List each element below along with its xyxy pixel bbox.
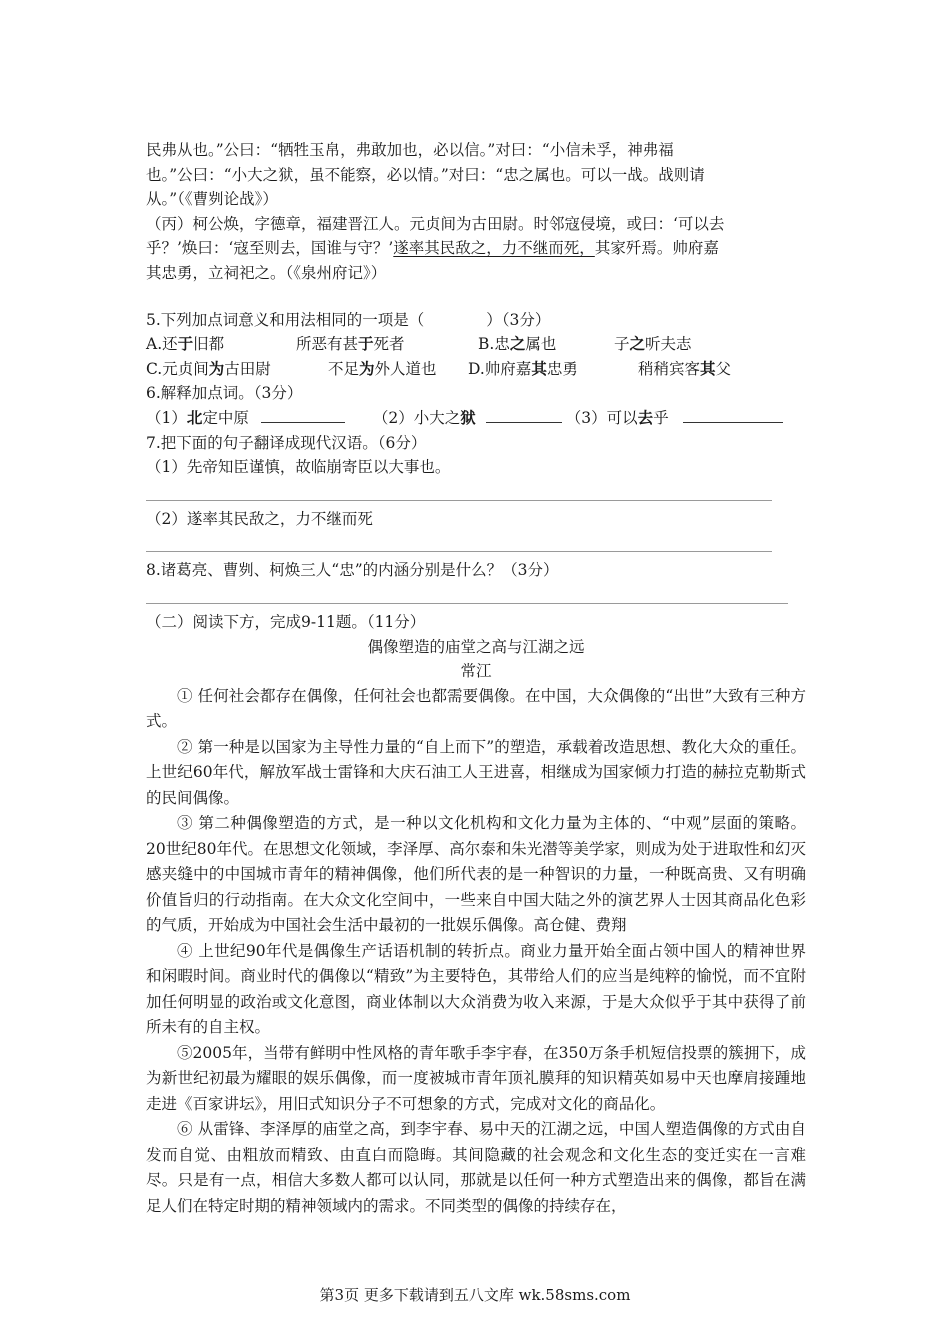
dotted-word: 为 [208,358,225,378]
text: 旧都 [193,335,225,354]
page-footer: 第3页 更多下载请到五八文库 wk.58sms.com [319,1286,631,1304]
answer-line-3[interactable] [146,583,788,604]
option-a-2 [296,332,478,357]
article-title: 偶像塑造的庙堂之高与江湖之远 [367,637,585,656]
passage-line [146,236,806,261]
article-paragraph: ④ 上世纪90年代是偶像生产话语机制的转折点。商业力量开始全面占领中国人的精神世界和闲暇时间。商业时代的偶像以“精致”为主要特色，其带给人们的应当是纯粹的愉悦，而不宜附加任何明显的政治或文化意图，商业体制以大众消费为收入来源，于是大众似乎于其中获得了前所未有的自主权。 [146,941,806,1037]
passage-line: 也。”公曰：“小大之狱，虽不能察，必以情。”对曰：“忠之属也。可以一战。战则请 [146,165,705,184]
dotted-word: 为 [359,358,375,378]
passage-line: 民弗从也。”公曰：“牺牲玉帛，弗敢加也，必以信。”对曰：“小信未孚，神弗福 [146,141,674,159]
text: 不足 [328,359,360,378]
text: （3）可以 [565,408,638,427]
text: 古田尉 [224,359,271,378]
article-paragraph: ① 任何社会都存在偶像，任何社会也都需要偶像。在中国，大众偶像的“出世”大致有三种方式。 [146,686,806,731]
question-8-stem: 8.诸葛亮、曹刿、柯焕三人“忠”的内涵分别是什么？（3分） [146,561,559,580]
option-b-1 [478,332,614,357]
passage-line: （丙）柯公焕，字德章，福建晋江人。元贞间为古田尉。时邻寇侵境，或曰：‘可以去 [146,214,725,233]
text: 忠勇 [546,359,578,378]
part-2-heading: （二）阅读下方，完成9-11题。（11分） [146,612,426,631]
text: 外人道也 [374,359,437,378]
dotted-word: 于 [358,334,374,354]
dotted-word: 之 [509,334,526,354]
text: 所恶有甚 [296,335,359,354]
text: 定中原 [202,408,249,427]
option-a-1 [146,332,296,357]
article-paragraph: ② 第一种是以国家为主导性力量的“自上而下”的塑造，承载着改造思想、教化大众的重任。上世纪60年代，解放军战士雷锋和大庆石油工人王进喜，相继成为国家倾力打造的赫拉克勒斯式的民间偶像。 [146,737,806,807]
option-d-2 [638,357,731,382]
q6-item-1 [146,406,249,431]
text: C.元贞间 [146,359,209,378]
text: 子 [614,335,630,354]
q5-options-row-1 [146,332,806,357]
dotted-word: 于 [177,334,194,354]
text: （1） [146,408,187,427]
answer-line-1[interactable] [146,480,772,501]
option-c-1 [146,357,328,382]
q6-item-2 [373,406,476,431]
text: 父 [715,359,732,378]
option-c-2 [328,357,468,382]
text: （2）小大之 [372,408,461,427]
answer-line-2[interactable] [146,531,772,552]
article-paragraph: ③ 第二种偶像塑造的方式，是一种以文化机构和文化力量为主体的、“中观”层面的策略。20世纪80年代。在思想文化领域，李泽厚、高尔泰和朱光潜等美学家，则成为处于进取性和幻灭感夹缝中的中国城市青年的精神偶像，他们所代表的是一种智识的力量，一种既高贵、又有明确价值旨归的行动指南。在大众文化空间中，一些来自中国大陆之外的演艺界人士因其商品化色彩的气质，开始成为中国社会生活中最初的一批娱乐偶像。高仓健、费翔 [146,814,806,935]
dotted-word: 其 [531,358,547,378]
q7-sentence-1: （1）先帝知臣谨慎，故临崩寄臣以大事也。 [146,458,451,477]
dotted-word: 狱 [460,407,476,427]
document-page [146,138,806,1219]
answer-blank-1[interactable] [261,406,345,423]
option-d-1 [468,357,638,382]
text: 乎？’焕曰：‘寇至则去，国谁与守？’ [146,239,394,258]
text: B.忠 [478,335,510,354]
underlined-sentence: 遂率其民敌之，力不继而死， [393,239,595,258]
text: 乎 [653,408,669,427]
answer-blank-2[interactable] [486,406,562,423]
text: D.帅府嘉 [468,359,532,378]
q6-items-row [146,406,806,431]
q5-options-row-2 [146,357,806,382]
dotted-word: 其 [700,358,716,378]
q6-item-3 [566,406,669,431]
text: 稍稍宾客 [638,359,701,378]
question-5-stem: 5.下列加点词意义和用法相同的一项是（ ）（3分） [146,310,551,329]
text: 死者 [373,335,405,354]
text: 其家歼焉。帅府嘉 [594,239,719,258]
text: 听夫志 [645,335,692,354]
article-paragraph: ⑤2005年，当带有鲜明中性风格的青年歌手李宇春，在350万条手机短信投票的簇拥下，成为新世纪初最为耀眼的娱乐偶像，而一度被城市青年顶礼膜拜的知识精英如易中天也摩肩接踵地走进《百家讲坛》，用旧式知识分子不可想象的方式，完成对文化的商品化。 [146,1043,806,1113]
article-paragraph: ⑥ 从雷锋、李泽厚的庙堂之高，到李宇春、易中天的江湖之远，中国人塑造偶像的方式由自发而自觉、由粗放而精致、由直白而隐晦。其间隐藏的社会观念和文化生态的变迁实在一言难尽。只是有一点，相信大多数人都可以认同，那就是以任何一种方式塑造出来的偶像，都旨在满足人们在特定时期的精神领域内的需求。不同类型的偶像的持续存在， [146,1120,806,1215]
dotted-word: 之 [629,334,646,354]
passage-line: 从。”（《曹刿论战》） [146,190,278,209]
q7-sentence-2: （2）遂率其民敌之，力不继而死 [146,509,373,528]
dotted-word: 北 [186,407,203,427]
question-6-stem: 6.解释加点词。（3分） [146,384,303,403]
text: 属也 [525,335,557,354]
answer-blank-3[interactable] [683,406,783,423]
article-author: 常江 [460,662,492,681]
option-b-2 [614,332,692,357]
passage-line: 其忠勇，立祠祀之。（《泉州府记》） [146,263,387,282]
text: A.还 [146,335,178,354]
question-7-stem: 7.把下面的句子翻译成现代汉语。（6分） [146,433,427,452]
dotted-word: 去 [637,407,654,427]
